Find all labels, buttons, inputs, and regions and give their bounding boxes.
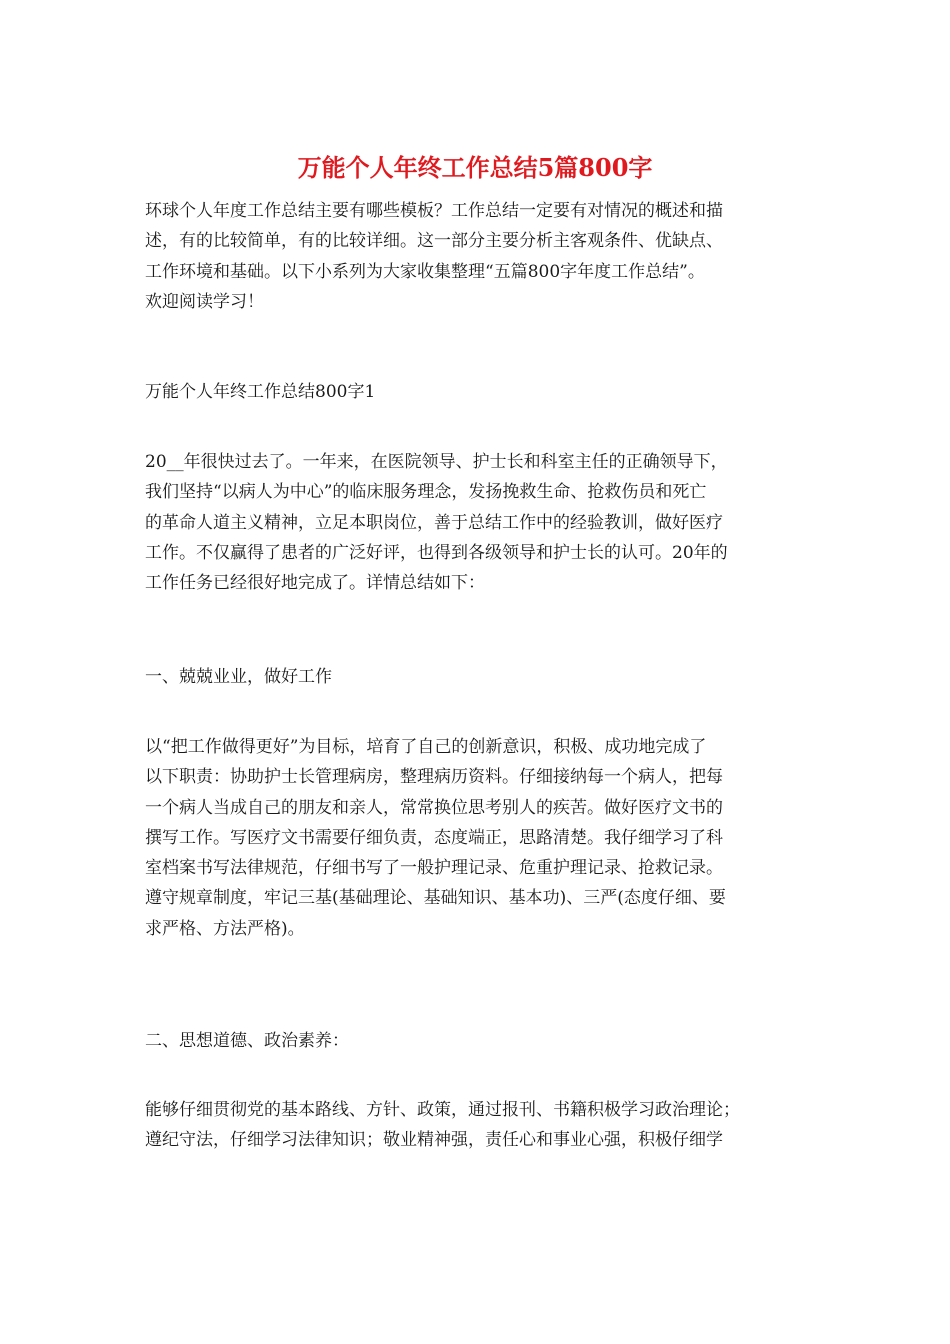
paragraph-line: 撰写工作。写医疗文书需要仔细负责，态度端正，思路清楚。我仔细学习了科 <box>145 827 723 848</box>
paragraph-line: 工作。不仅赢得了患者的广泛好评，也得到各级领导和护士长的认可。20年的 <box>145 542 728 563</box>
paragraph-line: 20__年很快过去了。一年来，在医院领导、护士长和科室主任的正确领导下， <box>145 452 728 472</box>
heading-2 <box>145 1026 810 1056</box>
paragraph-line: 我们坚持“以病人为中心”的临床服务理念，发扬挽救生命、抢救伤员和死亡 <box>145 482 707 503</box>
paragraph-2 <box>145 732 810 944</box>
paragraph-line: 以“把工作做得更好”为目标，培育了自己的创新意识，积极、成功地完成了 <box>145 737 707 757</box>
intro-line: 环球个人年度工作总结主要有哪些模板？工作总结一定要有对情况的概述和描 <box>145 201 723 221</box>
document-title: 万能个人年终工作总结5篇800字 <box>297 153 653 182</box>
paragraph-line: 遵守规章制度，牢记三基(基础理论、基础知识、基本功)、三严(态度仔细、要 <box>145 888 726 909</box>
paragraph-3 <box>145 1095 810 1156</box>
heading-1 <box>145 662 810 692</box>
paragraph-line: 遵纪守法，仔细学习法律知识；敬业精神强，责任心和事业心强，积极仔细学 <box>145 1130 723 1151</box>
paragraph-line: 室档案书写法律规范，仔细书写了一般护理记录、危重护理记录、抢救记录。 <box>145 858 723 879</box>
intro-line: 述，有的比较简单，有的比较详细。这一部分主要分析主客观条件、优缺点、 <box>145 231 723 252</box>
paragraph-line: 工作任务已经很好地完成了。详情总结如下： <box>145 573 485 594</box>
heading-text: 一、兢兢业业，做好工作 <box>145 667 332 687</box>
section-title <box>145 377 810 407</box>
heading-text: 二、思想道德、政治素养： <box>145 1031 349 1051</box>
paragraph-line: 以下职责：协助护士长管理病房，整理病历资料。仔细接纳每一个病人，把每 <box>145 767 723 788</box>
paragraph-line: 一个病人当成自己的朋友和亲人，常常换位思考别人的疾苦。做好医疗文书的 <box>145 797 723 818</box>
paragraph-line: 的革命人道主义精神，立足本职岗位，善于总结工作中的经验教训，做好医疗 <box>145 512 723 533</box>
paragraph-line: 能够仔细贯彻党的基本路线、方针、政策，通过报刊、书籍积极学习政治理论； <box>145 1100 740 1120</box>
paragraph-line: 求严格、方法严格)。 <box>145 918 305 939</box>
intro-paragraph <box>145 196 810 317</box>
paragraph-1 <box>145 447 810 598</box>
intro-line: 工作环境和基础。以下小系列为大家收集整理“五篇800字年度工作总结”。 <box>145 261 705 282</box>
intro-line: 欢迎阅读学习！ <box>145 291 264 312</box>
section-title-text: 万能个人年终工作总结800字1 <box>145 382 376 402</box>
